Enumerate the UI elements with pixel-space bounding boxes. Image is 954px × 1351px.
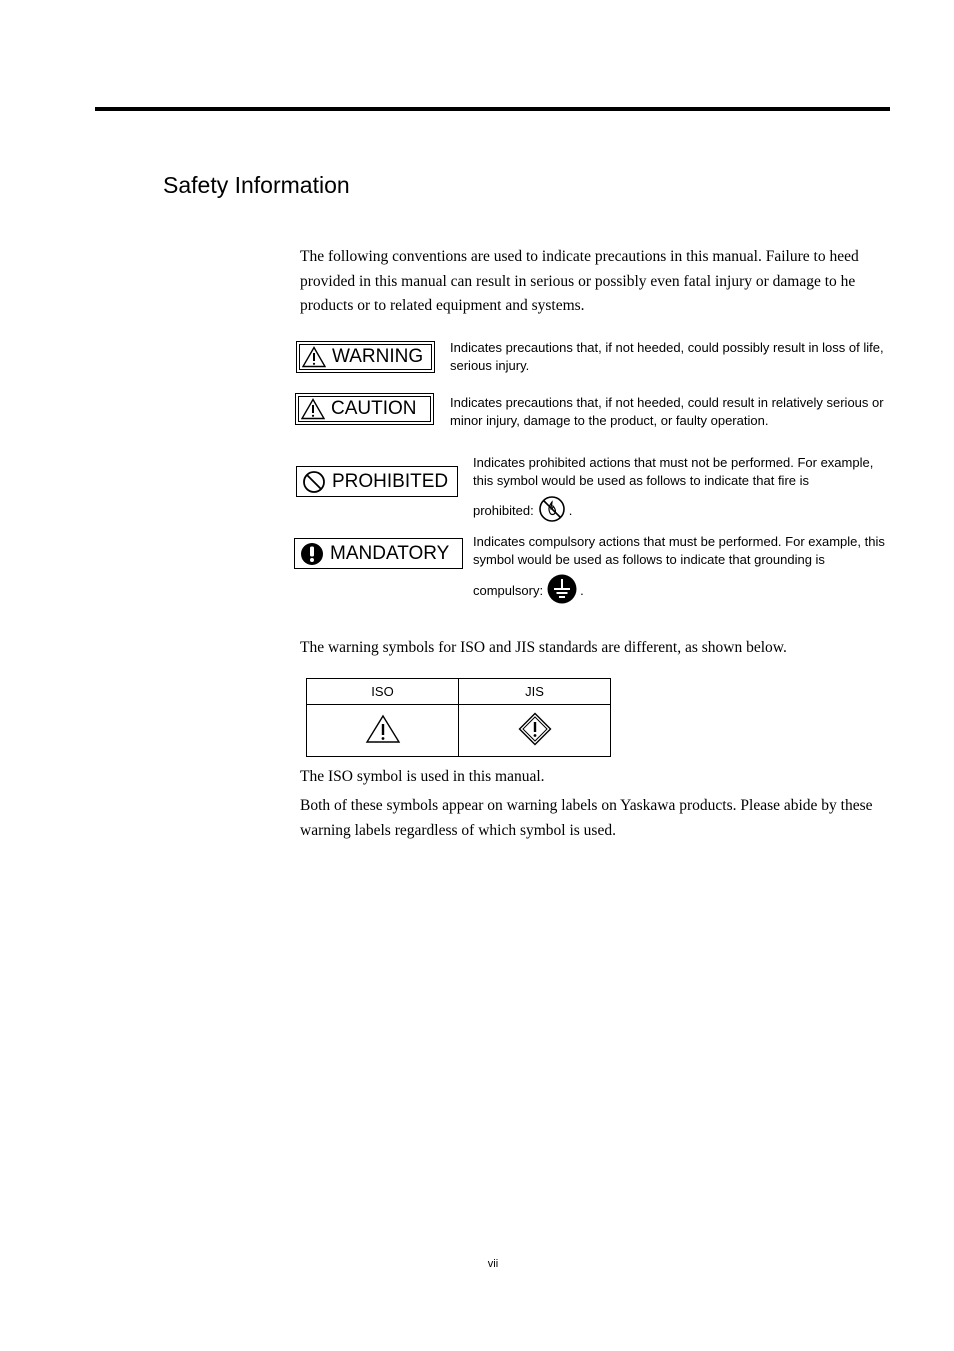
mandatory-example-suffix: . bbox=[580, 582, 584, 598]
caution-label bbox=[295, 393, 434, 425]
ground-icon bbox=[547, 574, 577, 609]
mandatory-example-text: compulsory: bbox=[473, 582, 544, 598]
warning-description: Indicates precautions that, if not heeded, could possibly result in loss of life, serious injury. bbox=[450, 340, 884, 373]
prohibited-label-text: PROHIBITED bbox=[332, 470, 449, 492]
symbol-table bbox=[306, 678, 611, 757]
warning-label-text: WARNING bbox=[332, 346, 424, 367]
iso-note: The ISO symbol is used in this manual. bbox=[300, 768, 545, 785]
iso-warning-triangle-icon bbox=[365, 732, 401, 747]
page-number: vii bbox=[487, 1258, 499, 1270]
no-fire-icon bbox=[538, 495, 566, 528]
table-cell-jis bbox=[459, 705, 611, 757]
table-header-jis: JIS bbox=[459, 679, 611, 705]
warning-label bbox=[296, 341, 435, 373]
warning-labels-note: Both of these symbols appear on warning labels on Yaskawa products. Please abide by these warning labels regardless of which symbol is used. bbox=[300, 797, 873, 839]
page-title: Safety Information bbox=[163, 172, 350, 198]
mandatory-description bbox=[473, 533, 887, 609]
mandatory-label-text: MANDATORY bbox=[330, 542, 450, 564]
symbols-intro: The warning symbols for ISO and JIS standards are different, as shown below. bbox=[300, 639, 787, 656]
mandatory-label bbox=[294, 538, 463, 569]
prohibited-example-suffix: . bbox=[568, 502, 573, 518]
mandatory-description-text: Indicates compulsory actions that must be performed. For example, this symbol would be used as follows to indicate that grounding is bbox=[473, 534, 885, 567]
table-cell-iso bbox=[307, 705, 459, 757]
prohibited-label bbox=[296, 466, 458, 497]
prohibited-example-text: prohibited: bbox=[473, 502, 534, 518]
caution-description: Indicates precautions that, if not heeded, could result in relatively serious or minor injury, damage to the product, or faulty operation. bbox=[450, 395, 884, 428]
header-rule bbox=[95, 107, 890, 111]
prohibited-description-text: Indicates prohibited actions that must not be performed. For example, this symbol would be used as follows to indicate that fire is bbox=[473, 455, 874, 488]
intro-paragraph: The following conventions are used to indicate precautions in this manual. Failure to heed provided in this manual can result in serious or possibly even fatal injury or damage to he products or to related equipment and systems. bbox=[300, 248, 859, 314]
caution-label-text: CAUTION bbox=[331, 398, 417, 419]
table-header-iso: ISO bbox=[307, 679, 459, 705]
prohibited-description bbox=[473, 454, 887, 528]
jis-warning-diamond-icon bbox=[518, 734, 552, 749]
prohibited-circle-icon bbox=[302, 470, 326, 494]
exclamation-circle-icon bbox=[300, 542, 324, 566]
